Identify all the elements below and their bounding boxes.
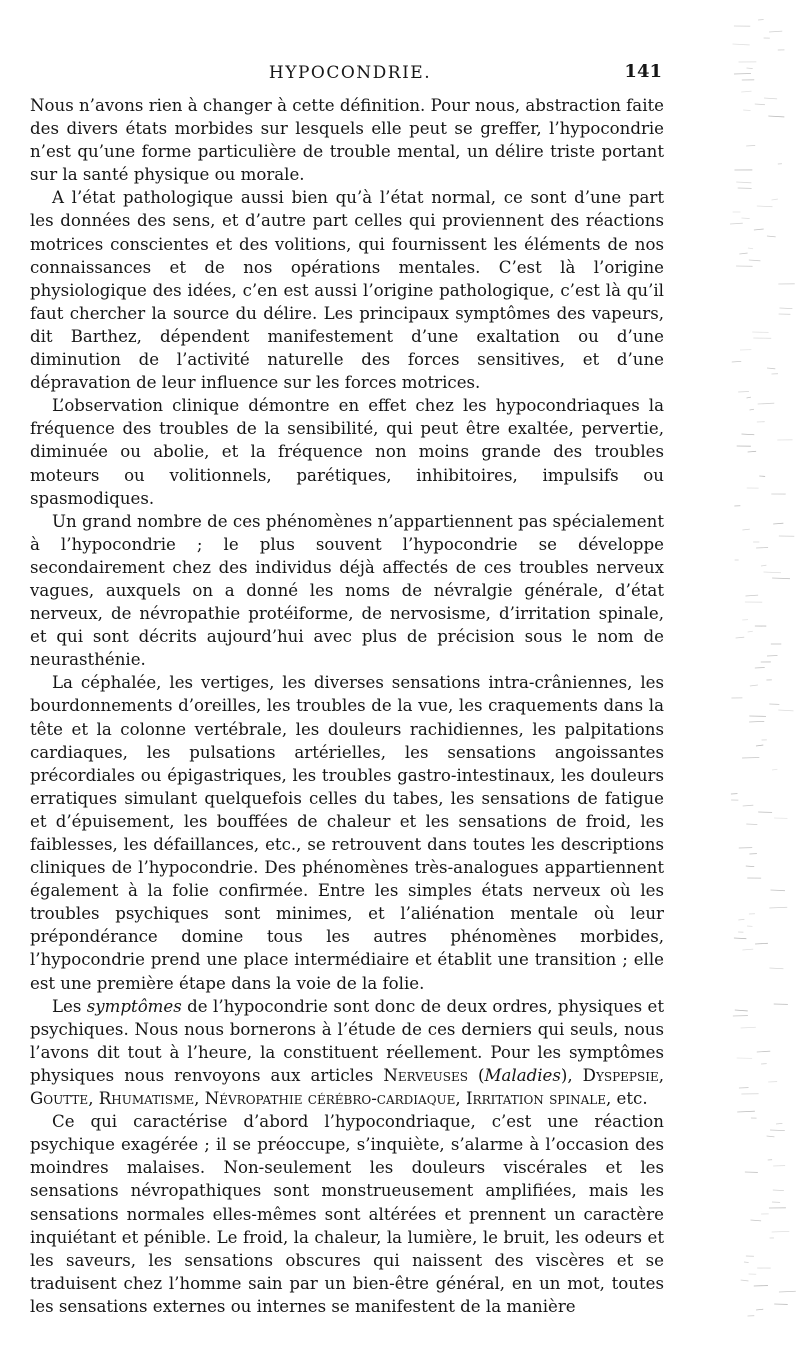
paragraph xyxy=(30,1110,664,1318)
bleed-mark xyxy=(730,223,743,224)
bleed-mark xyxy=(773,1190,784,1191)
bleed-mark xyxy=(747,397,751,398)
bleed-mark xyxy=(772,199,778,200)
bleed-mark xyxy=(768,116,784,117)
bleed-mark xyxy=(769,31,782,32)
text-smallcaps: Névropathie cérébro-cardiaque xyxy=(204,1089,456,1109)
bleed-mark xyxy=(758,403,775,404)
bleed-mark xyxy=(750,685,758,686)
bleed-mark xyxy=(756,1309,763,1310)
paragraph xyxy=(30,186,664,394)
text-run: Les xyxy=(52,996,87,1016)
bleed-mark xyxy=(754,229,764,230)
bleed-mark xyxy=(757,206,773,207)
text-smallcaps: Rhumatisme xyxy=(98,1089,195,1109)
paragraph xyxy=(30,510,664,672)
text-smallcaps: Goutte xyxy=(30,1089,89,1109)
bleed-mark xyxy=(732,361,741,362)
bleed-mark xyxy=(769,968,783,969)
text-smallcaps: Dyspepsie xyxy=(582,1065,659,1085)
text-run: , xyxy=(658,1065,665,1085)
bleed-mark xyxy=(749,260,761,261)
bleed-through-marks xyxy=(720,0,800,1352)
bleed-mark xyxy=(742,949,753,950)
text-smallcaps: Irritation spinale xyxy=(465,1089,606,1109)
text-run: ), xyxy=(560,1065,583,1085)
bleed-mark xyxy=(748,451,756,452)
bleed-mark xyxy=(743,805,754,806)
bleed-mark xyxy=(750,409,754,410)
bleed-mark xyxy=(742,218,750,219)
bleed-mark xyxy=(747,68,753,69)
bleed-mark xyxy=(756,745,763,746)
bleed-mark xyxy=(734,73,751,74)
bleed-mark xyxy=(741,91,751,92)
bleed-mark xyxy=(737,1111,755,1112)
bleed-mark xyxy=(748,248,753,249)
bleed-mark xyxy=(741,1027,756,1028)
text-run: A l’état pathologique aussi bien qu’à l’état normal, ce sont d’une part les données des sens, et d’autre part celles qui proviennent des réactions motrices conscientes et des volitions, qui fournissent les éléments de nos connaissances et de nos opérations mentales. C’est là l’origine physiologique des idées, c’en est aussi l’origine pathologique, c’est là qu’il faut chercher la source du délire. Les principaux symptômes des vapeurs, dit Barthez, dépendent manifestement d’une exaltation ou d’une diminution de l’activité naturelle des forces sensitives, et d’une dépravation de leur influence sur les forces motrices. xyxy=(30,188,664,393)
bleed-mark xyxy=(764,98,777,99)
bleed-mark xyxy=(733,44,750,45)
bleed-mark xyxy=(739,253,747,254)
bleed-mark xyxy=(738,919,744,920)
bleed-mark xyxy=(770,890,785,891)
text-run: ( xyxy=(467,1065,485,1085)
bleed-mark xyxy=(755,667,765,668)
bleed-mark xyxy=(778,710,793,711)
bleed-mark xyxy=(736,637,745,638)
running-head xyxy=(30,63,670,87)
bleed-mark xyxy=(748,631,753,632)
bleed-mark xyxy=(746,824,757,825)
bleed-mark xyxy=(742,757,759,758)
bleed-mark xyxy=(773,523,783,524)
bleed-mark xyxy=(779,1291,796,1292)
text-smallcaps: Nerveuses xyxy=(383,1065,468,1085)
bleed-mark xyxy=(735,1010,748,1011)
bleed-mark xyxy=(750,1220,761,1221)
text-run: , etc. xyxy=(606,1089,648,1109)
bleed-mark xyxy=(745,595,758,596)
book-page xyxy=(30,0,670,1352)
bleed-mark xyxy=(741,434,754,435)
bleed-mark xyxy=(772,769,777,770)
text-italic: Maladies xyxy=(484,1065,561,1085)
text-italic: symptômes xyxy=(86,996,182,1016)
bleed-mark xyxy=(742,529,749,530)
bleed-mark xyxy=(767,236,776,237)
text-run: La céphalée, les vertiges, les diverses sensations intra-crâniennes, les bourdonnements d’oreilles, les troubles de la vue, les craquements dans la tête et la colonne vertébrale, les douleurs rachidiennes, les palpitations cardiaques, les pulsations artérielles, les sensations angoissantes précordiales ou épigastriques, les troubles gastro-intestinaux, les douleurs erratiques simulant quelquefois celles du tabes, les sensations de fatigue et d’épuisement, les bouffées de chaleur et les sensations de froid, les faiblesses, les défaillances, etc., se retrouvent dans toutes les descriptions cliniques de l’hypocondrie. Des phénomènes très-analogues appartiennent également à la folie confirmée. Entre les simples états nerveux où les troubles psychiques sont minimes, et l’aliénation mentale où leur prépondérance domine tous les autres phénomènes morbides, l’hypocondrie prend une place intermédiaire et établit une transition ; elle est une première étape dans la voie de la folie. xyxy=(30,673,664,993)
bleed-mark xyxy=(776,1123,782,1124)
bleed-mark xyxy=(736,182,751,183)
text-run: , xyxy=(455,1089,466,1109)
bleed-mark xyxy=(744,1262,749,1263)
bleed-mark xyxy=(779,308,792,309)
text-run: Ce qui caractérise d’abord l’hypocondriaque, c’est une réaction psychique exagérée ; il se préoccupe, s’inquiète, s’alarme à l’occasion des moindres malaises. Non-seulement les douleurs viscérales et les sensations névropathiques sont monstrueusement amplifiées, mais les sensations normales elles-mêmes sont altérées et prennent un caractère inquiétant et pénible. Le froid, la chaleur, la lumière, le bruit, les odeurs et les saveurs, les sensations obscures qui naissent des viscères et se traduisent chez l’homme sain par un bien-être général, en un mot, toutes les sensations externes ou internes se manifestent de la manière xyxy=(30,1112,664,1316)
bleed-mark xyxy=(764,572,781,573)
bleed-mark xyxy=(756,547,768,548)
bleed-mark xyxy=(741,1280,749,1281)
text-run: , xyxy=(88,1089,99,1109)
paragraph xyxy=(30,995,664,1110)
text-run: Un grand nombre de ces phénomènes n’appartiennent pas spécialement à l’hypocondrie ; le plus souvent l’hypocondrie se développe secondairement chez des individus déjà affectés de ces troubles nerveux vagues, auxquels on a donné les noms de névralgie générale, d’état nerveux, de névropathie protéiforme, de nervosisme, d’irritation spinale, et qui sont décrits aujourd’hui avec plus de précision sous le nom de neurasthénie. xyxy=(30,511,664,670)
bleed-mark xyxy=(767,1136,775,1137)
page-number: 141 xyxy=(624,61,662,82)
body-text xyxy=(30,94,664,1318)
bleed-mark xyxy=(746,866,754,867)
bleed-mark xyxy=(772,1231,790,1232)
text-run: Nous n’avons rien à changer à cette définition. Pour nous, abstraction faite des divers états morbides sur lesquels elle peut se greffer, l’hypocondrie n’est qu’une forme particulière de trouble mental, un délire triste portant sur la santé physique ou morale. xyxy=(30,96,664,185)
bleed-mark xyxy=(761,565,766,566)
bleed-mark xyxy=(769,907,787,908)
bleed-mark xyxy=(767,368,775,369)
bleed-mark xyxy=(755,104,765,105)
paragraph xyxy=(30,394,664,509)
bleed-mark xyxy=(770,1130,785,1131)
text-run: L’observation clinique démontre en effet chez les hypocondriaques la fréquence des troubles de la sensibilité, qui peut être exaltée, pervertie, diminuée ou abolie, et la fréquence non moins grande des troubles moteurs ou volitionnels, parétiques, inhibitoires, impulsifs ou spasmodiques. xyxy=(30,396,664,508)
paragraph xyxy=(30,94,664,186)
running-title: HYPOCONDRIE. xyxy=(268,63,432,83)
bleed-mark xyxy=(755,943,768,944)
bleed-mark xyxy=(758,19,764,20)
bleed-mark xyxy=(757,1051,770,1052)
bleed-mark xyxy=(772,578,790,579)
bleed-mark xyxy=(734,938,746,939)
bleed-mark xyxy=(749,721,764,722)
text-run: , xyxy=(194,1089,205,1109)
text-run: de l’hypocondrie sont donc de deux ordres, physiques et psychiques. Nous nous bornerons à l’étude de ces derniers qui seuls, nous l’avons dit tout à l’heure, la constituent réellement. Pour les symptômes physiques nous renvoyons aux articles xyxy=(30,996,664,1085)
paragraph xyxy=(30,671,664,994)
bleed-mark xyxy=(746,145,755,146)
facing-page-edge xyxy=(720,0,800,1352)
